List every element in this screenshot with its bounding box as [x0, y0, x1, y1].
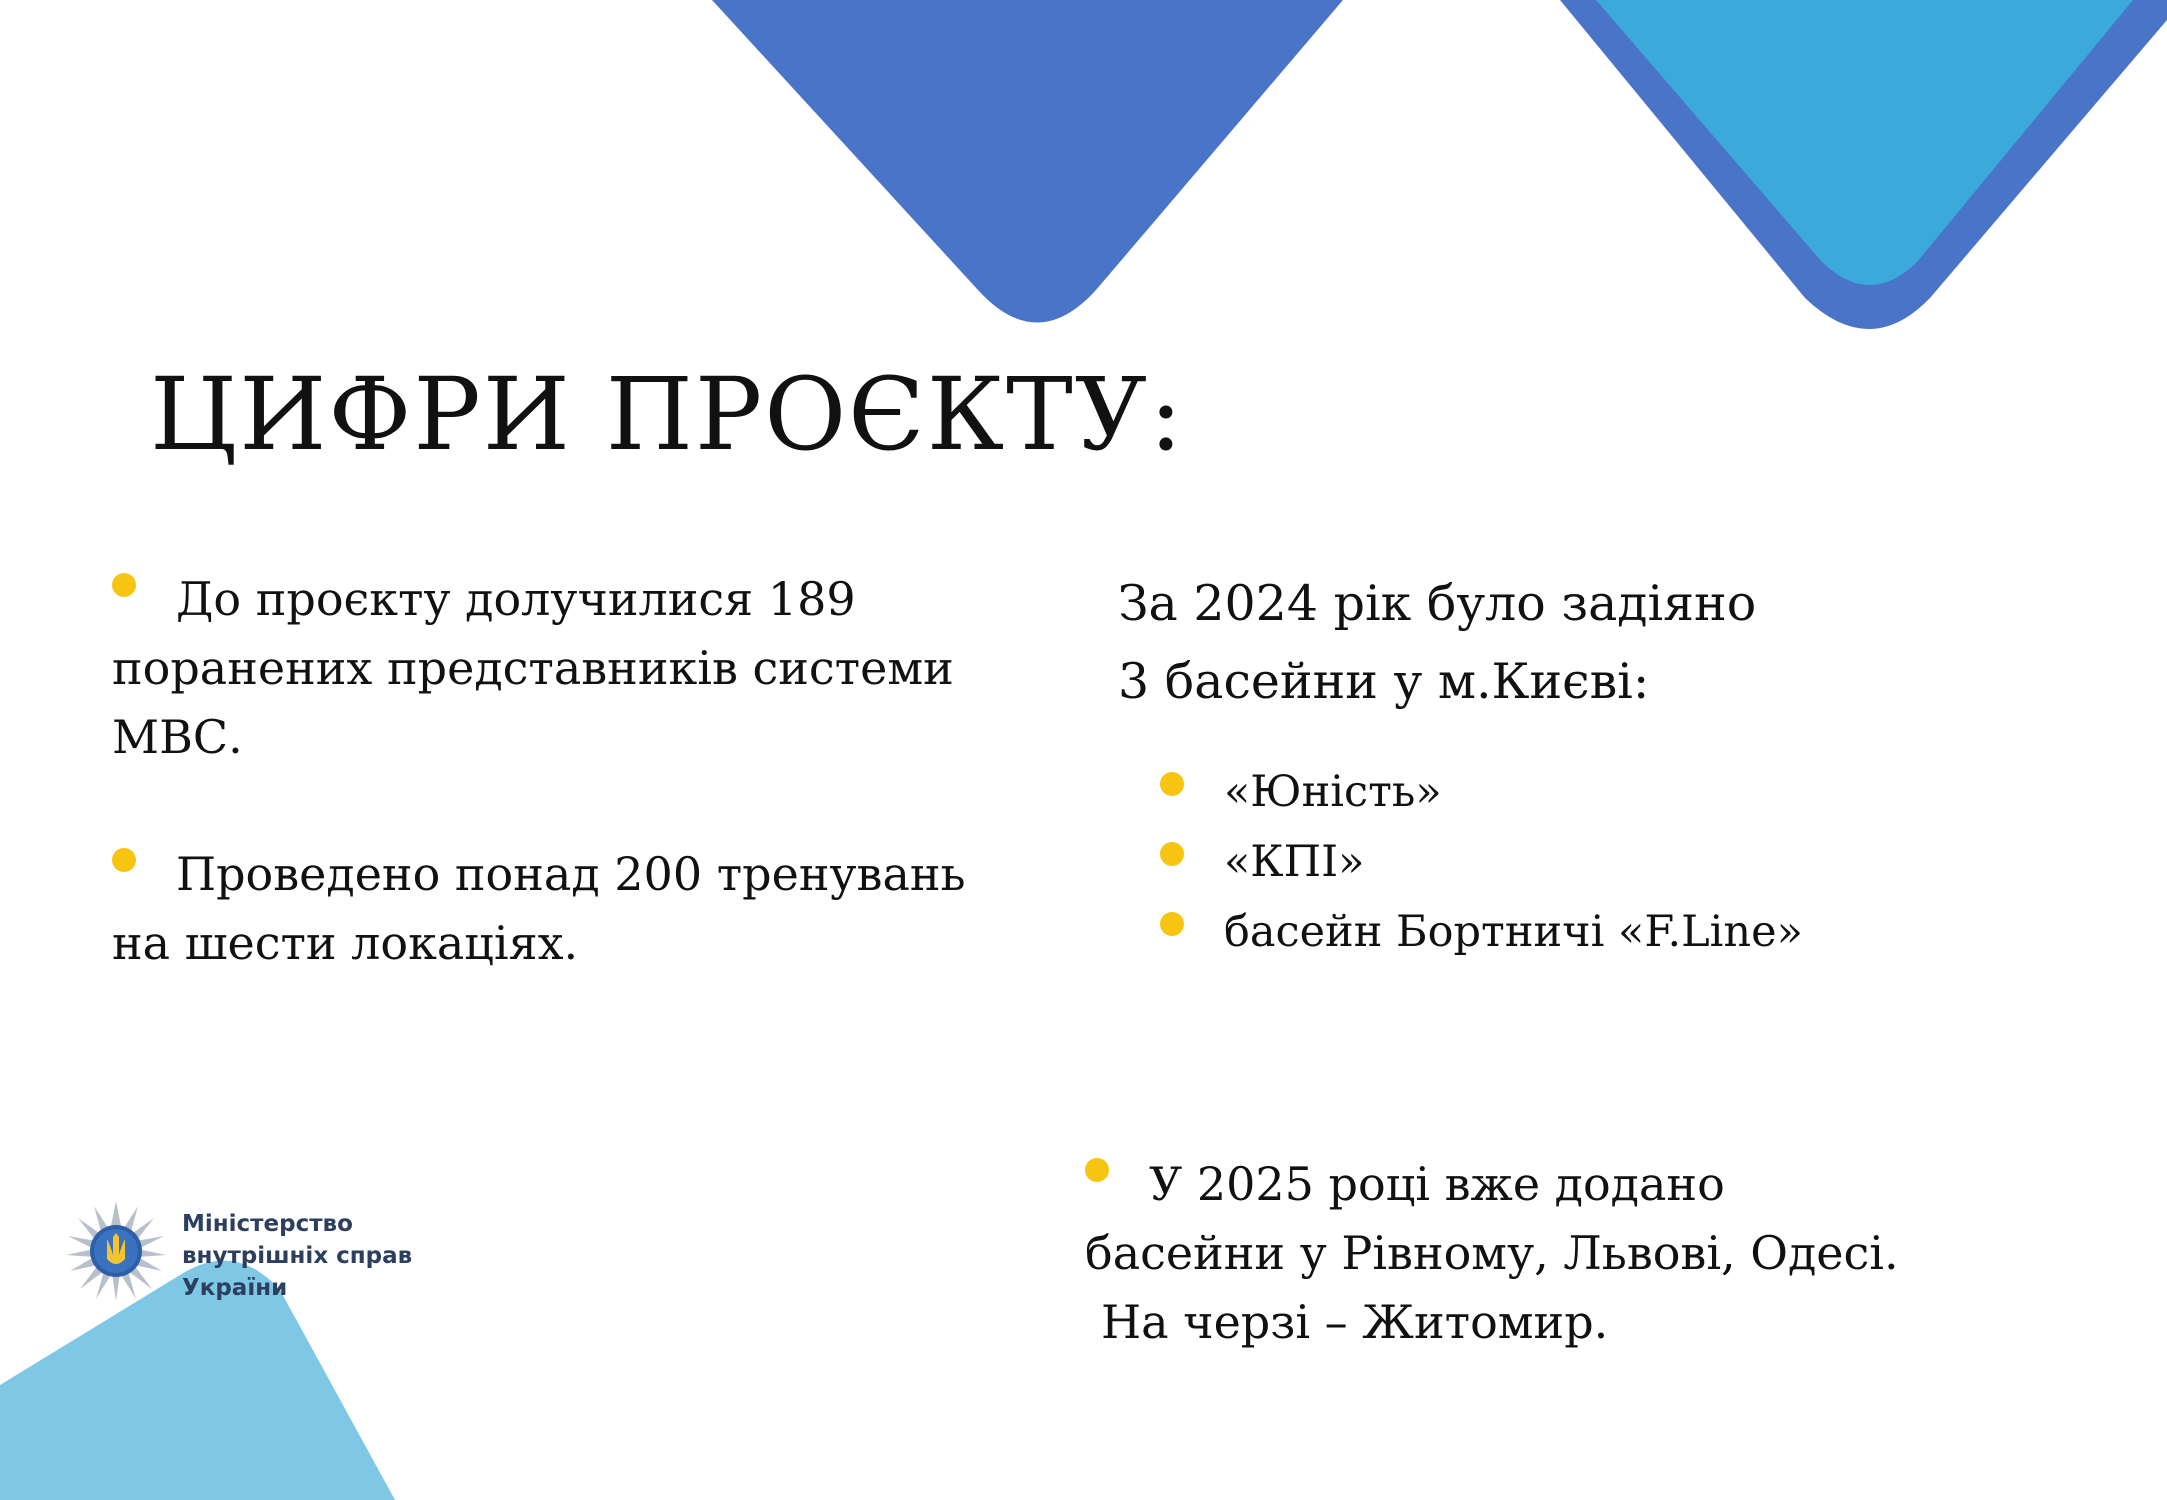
- list-item: [1160, 757, 1803, 827]
- pool-name: «КПІ»: [1224, 837, 1365, 887]
- right-intro: [1118, 565, 1756, 721]
- left-item1-line1: До проєкту долучилися 189: [176, 572, 856, 626]
- page-title: ЦИФРИ ПРОЄКТУ:: [150, 356, 1185, 473]
- left-item1-line2: поранених представників системи: [112, 641, 954, 695]
- right-2025-line1: У 2025 році вже додано: [1149, 1157, 1725, 1211]
- bullet-icon: [112, 848, 136, 872]
- right-item-2025: [1085, 1150, 1899, 1357]
- ministry-line3: України: [182, 1275, 288, 1301]
- pool-name: «Юність»: [1224, 767, 1442, 817]
- bullet-icon: [112, 573, 136, 597]
- bullet-icon: [1160, 912, 1184, 936]
- mvs-star-emblem-icon: [65, 1200, 167, 1302]
- right-2025-line2: басейни у Рівному, Львові, Одесі.: [1085, 1226, 1899, 1280]
- left-item2-line2: на шести локаціях.: [112, 916, 579, 970]
- ministry-name: [182, 1208, 412, 1304]
- pool-name: басейн Бортничі «F.Line»: [1224, 907, 1803, 957]
- blue-triangle-left: [712, 0, 1343, 323]
- right-2025-line3: На черзі – Житомир.: [1101, 1295, 1609, 1349]
- bullet-icon: [1085, 1158, 1109, 1182]
- left-item2-line1: Проведено понад 200 тренувань: [176, 847, 966, 901]
- bullet-icon: [1160, 842, 1184, 866]
- left-item-trainings: [112, 840, 966, 978]
- ministry-line2: внутрішніх справ: [182, 1243, 413, 1269]
- bullet-icon: [1160, 772, 1184, 796]
- left-item1-line3: МВС.: [112, 710, 243, 764]
- list-item: [1160, 827, 1803, 897]
- pools-list: [1160, 757, 1803, 967]
- list-item: [1160, 897, 1803, 967]
- ministry-line1: Міністерство: [182, 1211, 353, 1237]
- left-item-participants: [112, 565, 954, 772]
- right-intro-line2: 3 басейни у м.Києві:: [1118, 653, 1650, 710]
- right-intro-line1: За 2024 рік було задіяно: [1118, 575, 1757, 632]
